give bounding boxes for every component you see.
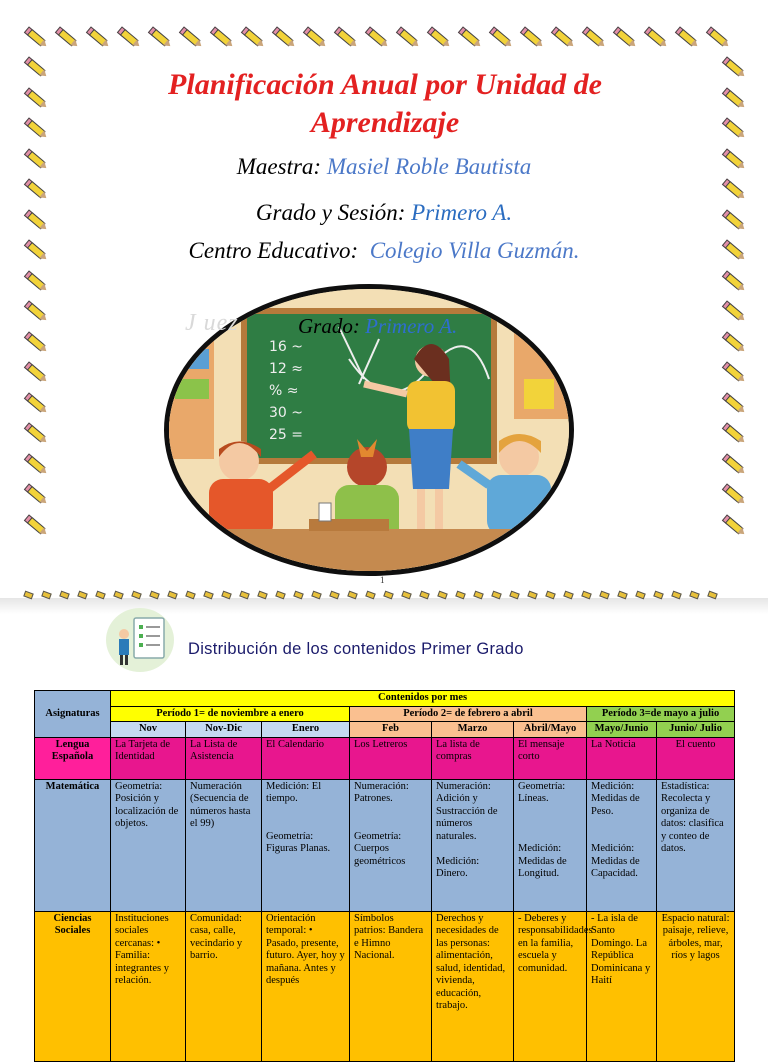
grado-overlay <box>298 314 457 339</box>
pencil-icon <box>24 451 50 475</box>
table-cell: Medición: El tiempo. Geometría: Figuras Planas. <box>262 779 350 911</box>
centro-line <box>0 238 768 264</box>
table-cell: La Noticia <box>587 737 657 779</box>
pencil-icon <box>24 390 50 414</box>
pencil-icon <box>722 268 748 292</box>
subject-cell: Ciencias Sociales <box>35 911 111 1061</box>
table-cell: El mensaje corto <box>514 737 587 779</box>
month-header: Junio/ Julio <box>657 722 735 738</box>
page-title: Planificación Anual por Unidad de Aprendizaje <box>168 68 602 139</box>
pencil-icon <box>722 421 748 445</box>
maestra-line <box>0 154 768 180</box>
pencil-icon <box>24 85 50 109</box>
table-cell: El cuento <box>657 737 735 779</box>
table-cell: Símbolos patrios: Bandera e Himno Nacional. <box>350 911 432 1061</box>
table-cell: La Tarjeta de Identidad <box>111 737 186 779</box>
table-cell: Estadística: Recolecta y organiza de datos: clasifica y conteo de datos. <box>657 779 735 911</box>
table-cell: Orientación temporal: • Pasado, presente, futuro. Ayer, hoy y mañana. Antes y después <box>262 911 350 1061</box>
table-cell: - Deberes y responsabilidades en la familia, escuela y comunidad. <box>514 911 587 1061</box>
grado-label: Grado y Sesión: <box>255 200 406 225</box>
pencil-icon <box>722 329 748 353</box>
maestra-label: Maestra: <box>236 154 322 179</box>
pencil-icon <box>117 25 143 49</box>
table-row <box>35 737 735 779</box>
watermark: J uez <box>185 310 239 336</box>
pencil-icon <box>210 25 236 49</box>
grado-overlay-value: Primero A. <box>365 314 458 338</box>
section-title: Distribución de los contenidos Primer Grado <box>188 640 524 658</box>
table-cell: La Lista de Asistencia <box>186 737 262 779</box>
page-number: 1 <box>380 575 385 585</box>
table-cell: - La isla de Santo Domingo. La República Dominicana y Haití <box>587 911 657 1061</box>
pencil-icon <box>24 299 50 323</box>
pencil-icon <box>24 421 50 445</box>
table-cell: Numeración (Secuencia de números hasta el 99) <box>186 779 262 911</box>
table-cell: Geometría: Líneas. Medición: Medidas de Longitud. <box>514 779 587 911</box>
svg-text:30 ~: 30 ~ <box>269 405 303 421</box>
pencil-icon <box>24 268 50 292</box>
pencil-icon <box>722 85 748 109</box>
pencil-icon <box>272 25 298 49</box>
table-row <box>35 779 735 911</box>
pencil-icon <box>24 360 50 384</box>
pencil-icon <box>396 25 422 49</box>
pencil-icon <box>644 25 670 49</box>
contents-table <box>34 690 735 1062</box>
svg-text:12 ≈: 12 ≈ <box>269 361 303 377</box>
pencil-icon <box>722 451 748 475</box>
table-cell: El Calendario <box>262 737 350 779</box>
pencil-icon <box>722 512 748 536</box>
teacher-board-icon <box>106 608 174 672</box>
subject-cell: Lengua Española <box>35 737 111 779</box>
pencil-icon <box>86 25 112 49</box>
table-cell: Numeración: Patrones. Geometría: Cuerpos geométricos <box>350 779 432 911</box>
pencil-icon <box>613 25 639 49</box>
table-cell: La lista de compras <box>432 737 514 779</box>
month-header: Mayo/Junio <box>587 722 657 738</box>
svg-text:16 ~: 16 ~ <box>269 339 303 355</box>
period-header: Período 2= de febrero a abril <box>350 706 587 722</box>
maestra-value: Masiel Roble Bautista <box>326 154 532 179</box>
table-cell: Espacio natural: paisaje, relieve, árboles, mar, ríos y lagos <box>657 911 735 1061</box>
table-cell: Geometría: Posición y localización de objetos. <box>111 779 186 911</box>
pencil-icon <box>427 25 453 49</box>
pencil-icon <box>24 25 50 49</box>
pencil-icon <box>489 25 515 49</box>
pencil-icon <box>458 25 484 49</box>
pencil-icon <box>179 25 205 49</box>
pencil-icon <box>722 55 748 79</box>
pencil-icon <box>24 329 50 353</box>
pencil-icon <box>582 25 608 49</box>
pencil-icon <box>241 25 267 49</box>
pencil-icon <box>520 25 546 49</box>
table-cell: Numeración: Adición y Sustracción de números naturales. Medición: Dinero. <box>432 779 514 911</box>
pencil-icon <box>365 25 391 49</box>
subject-cell: Matemática <box>35 779 111 911</box>
centro-label: Centro Educativo: <box>188 238 359 263</box>
svg-text:% ≈: % ≈ <box>269 383 299 399</box>
grado-line <box>0 200 768 226</box>
period-header: Período 1= de noviembre a enero <box>111 706 350 722</box>
svg-text:25 =: 25 = <box>269 427 303 443</box>
pencil-icon <box>303 25 329 49</box>
table-cell: Derechos y necesidades de las personas: alimentación, salud, identidad, vivienda, educación, trabajo. <box>432 911 514 1061</box>
page-gap <box>0 598 768 614</box>
pencil-icon <box>24 55 50 79</box>
pencil-icon <box>55 25 81 49</box>
table-cell: Instituciones sociales cercanas: • Familia: integrantes y relación. <box>111 911 186 1061</box>
pencil-icon <box>722 482 748 506</box>
month-header: Nov-Dic <box>186 722 262 738</box>
centro-value: Colegio Villa Guzmán. <box>369 238 580 263</box>
pencil-icon <box>148 25 174 49</box>
month-header: Abril/Mayo <box>514 722 587 738</box>
grado-overlay-label: Grado: <box>298 314 360 338</box>
pencil-icon <box>24 482 50 506</box>
month-header: Enero <box>262 722 350 738</box>
pencil-icon <box>334 25 360 49</box>
pencil-icon <box>706 25 732 49</box>
pencil-icon <box>24 512 50 536</box>
pencil-icon <box>722 177 748 201</box>
pencil-icon <box>675 25 701 49</box>
period-header: Período 3=de mayo a julio <box>587 706 735 722</box>
table-cell: Medición: Medidas de Peso. Medición: Medidas de Capacidad. <box>587 779 657 911</box>
pencil-icon <box>722 390 748 414</box>
pencil-icon <box>24 177 50 201</box>
month-header: Feb <box>350 722 432 738</box>
month-header: Nov <box>111 722 186 738</box>
table-row <box>35 911 735 1061</box>
pencil-icon <box>722 360 748 384</box>
table-cell: Comunidad: casa, calle, vecindario y barrio. <box>186 911 262 1061</box>
pencil-icon <box>24 116 50 140</box>
header-contenidos: Contenidos por mes <box>111 691 735 707</box>
pencil-icon <box>722 116 748 140</box>
pencil-icon <box>722 299 748 323</box>
month-header: Marzo <box>432 722 514 738</box>
table-cell: Los Letreros <box>350 737 432 779</box>
grado-value: Primero A. <box>411 200 513 225</box>
pencil-icon <box>551 25 577 49</box>
header-asignaturas: Asignaturas <box>35 691 111 738</box>
